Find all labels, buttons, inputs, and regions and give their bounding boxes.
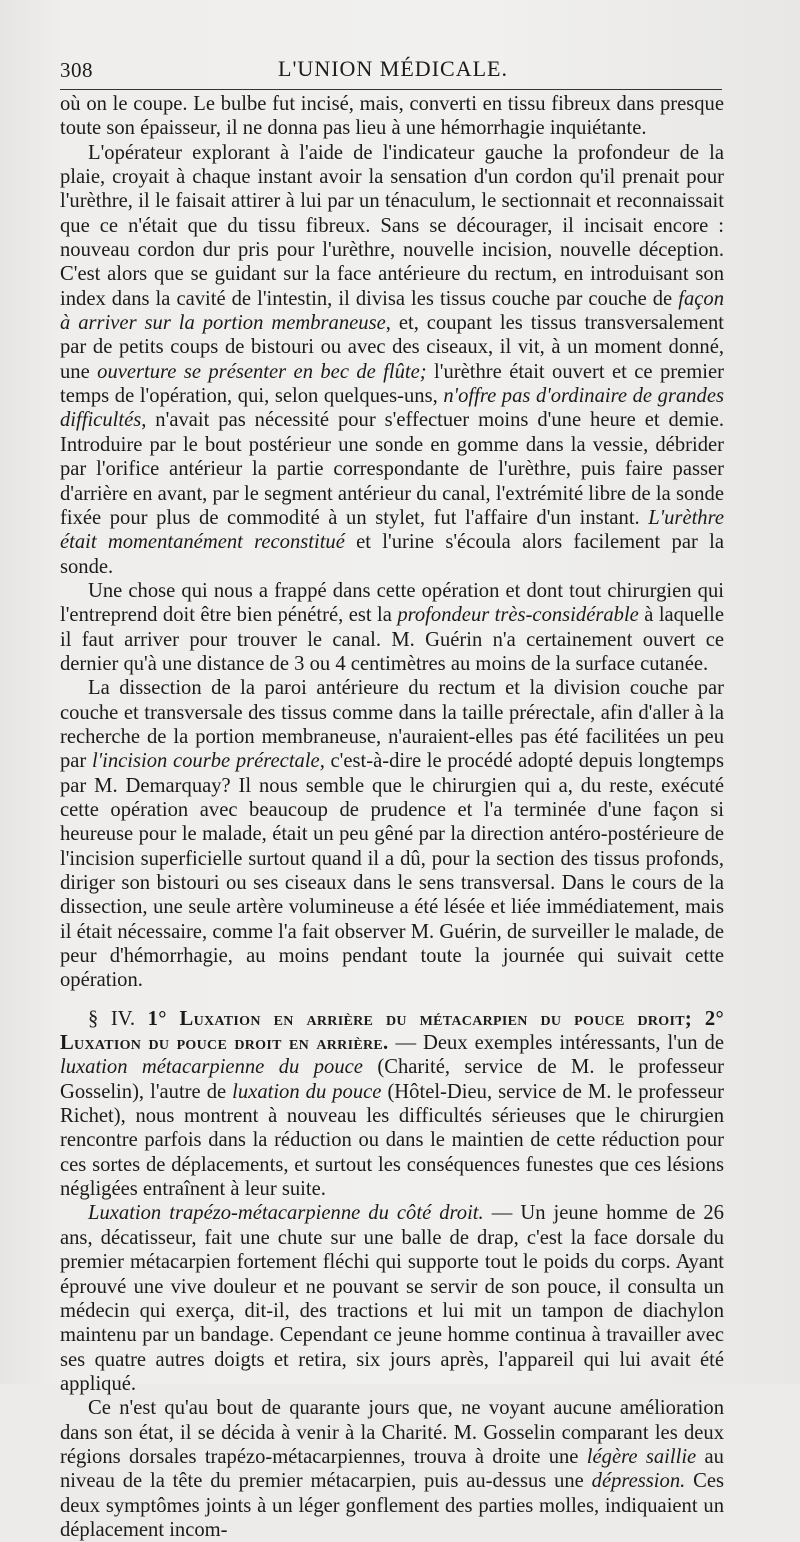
italic-phrase: Luxation trapézo-métacarpienne du côté droit. (88, 1202, 484, 1225)
header-rule (60, 89, 722, 90)
text-run: L'opérateur explorant à l'aide de l'indicateur gauche la profondeur de la plaie, croyait à chaque instant avoir la sensation d'un cordon qu'il prenait pour l'urèthre, il le faisait attirer à lui par un ténaculum, le sectionnait et reconnaissait que ce n'était que du tissu fibreux. Sans se décourager, il incisait encore : nouveau cordon dur pris pour l'urèthre, nouvelle incision, nouvelle déception. C'est alors que se guidant sur la face antérieure du rectum, en introduisant son index dans la cavité de l'intestin, il divisa les tissus couche par couche de (60, 141, 724, 310)
paragraph (60, 579, 724, 676)
text-run: , n'avait pas nécessité pour s'effectuer moins d'une heure et demie. Introduire par le bout postérieur une sonde en gomme dans la vessie, débrider par l'orifice antérieur la partie correspondante de l'urèthre, puis faire passer d'arrière en avant, par le segment antérieur du canal, l'extrémité libre de la sonde fixée pour plus de commodité à un stylet, fut l'affaire d'un instant. (60, 409, 724, 529)
italic-phrase: façon à arriver sur la portion membraneuse (60, 287, 724, 335)
text-run: à laquelle il faut arriver pour trouver le canal. M. Guérin n'a certainement ouvert ce dernier qu'à une distance de 3 ou 4 centimètres au moins de la surface cutanée. (60, 604, 724, 675)
text-run: et l'urine s'écoula alors facilement par la sonde. (60, 531, 724, 578)
italic-phrase: profondeur très-considérable (397, 604, 639, 627)
page-number: 308 (60, 58, 93, 82)
text-run: c'est-à-dire le procédé adopté depuis longtemps par M. Demarquay? Il nous semble que le chirurgien qui a, du reste, exécuté cette opération avec beaucoup de prudence et l'a terminée d'une façon si heureuse pour le malade, était un peu gêné par la direction antéro-postérieure de l'incision superficielle surtout quand il a dû, pour la section des tissus profonds, diriger son bistouri ou ses ciseaux dans le sens transversal. Dans le cours de la dissection, une seule artère volumineuse a été lésée et liée immédiatement, mais il était nécessaire, comme l'a fait observer M. Guérin, de surveiller le malade, de peur d'hémorrhagie, au moins pendant toute la journée qui suivait cette opération. (60, 750, 724, 992)
section-paragraph (60, 1007, 724, 1202)
text-run: § IV. (88, 1007, 148, 1030)
page-header (58, 52, 728, 86)
paragraph (60, 1396, 724, 1542)
italic-phrase: légère saillie (586, 1445, 697, 1468)
text-run: (Hôtel-Dieu, service de M. le professeur Richet), nous montrent à nouveau les difficultés sérieuses que le chirurgien rencontre parfois dans la réduction ou dans le maintien de cette réduction pour ces sortes de déplacements, et surtout les conséquences funestes que ces lésions négligées entraînent à leur suite. (60, 1080, 724, 1201)
text-run: Ces deux symptômes joints à un léger gonflement des parties molles, indiquaient un déplacement incom- (60, 1470, 724, 1541)
text-run: La dissection de la paroi antérieure du rectum et la division couche par couche et transversale des tissus comme dans la taille prérectale, afin d'aller à la recherche de la portion membraneuse, n'auraient-elles pas été facilitées un peu par (60, 677, 724, 773)
paragraph (60, 676, 724, 992)
text-run: , et, coupant les tissus transversalement par de petits coups de bistouri ou avec des ciseaux, il vit, à un moment donné, une (60, 312, 724, 383)
italic-phrase: luxation du pouce (232, 1080, 382, 1103)
article-body (60, 92, 724, 1542)
text-run: — Un jeune homme de 26 ans, décatisseur, fait une chute sur une balle de drap, c'est la face dorsale du premier métacarpien fortement fléchi qui supporte tout le poids du corps. Ayant éprouvé une vive douleur et ne pouvant se servir de son pouce, il consulta un médecin qui exerça, dit-il, des tractions et lui mit un tampon de diachylon maintenu par un bandage. Cependant ce jeune homme continua à travailler avec ses quatre autres doigts et retira, six jours après, l'appareil qui lui avait été appliqué. (60, 1202, 724, 1395)
italic-phrase: L'urèthre était momentanément reconstitué (60, 506, 724, 554)
text-run: l'urèthre était ouvert et ce premier temps de l'opération, qui, selon quelques-uns, (60, 360, 724, 408)
text-run: au niveau de la tête du premier métacarpien, puis au-dessus une (60, 1445, 724, 1493)
text-run: Une chose qui nous a frappé dans cette opération et dont tout chirurgien qui l'entreprend doit être bien pénétré, est la (60, 579, 724, 627)
text-run: Ce n'est qu'au bout de quarante jours que, ne voyant aucune amélioration dans son état, il se décida à venir à la Charité. M. Gosselin comparant les deux régions dorsales trapézo-métacarpiennes, trouva à droite une (60, 1397, 724, 1468)
text-run: où on le coupe. Le bulbe fut incisé, mais, converti en tissu fibreux dans presque toute son épaisseur, il ne donna pas lieu à une hémorrhagie inquiétante. (60, 93, 724, 140)
running-title: L'UNION MÉDICALE. (278, 56, 508, 81)
italic-phrase: luxation métacarpienne du pouce (60, 1056, 363, 1079)
section-heading: 1° Luxation en arrière du métacarpien du pouce droit; 2° Luxation du pouce droit en arrière. (60, 1007, 724, 1055)
italic-phrase: n'offre pas d'ordinaire de grandes difficultés (60, 385, 724, 432)
text-run: (Charité, service de M. le professeur Gosselin), l'autre de (60, 1056, 724, 1103)
paragraph (60, 141, 724, 579)
text-run: — Deux exemples intéressants, l'un de (388, 1032, 724, 1055)
italic-phrase: ouverture se présenter en bec de flûte; (97, 360, 427, 383)
paragraph (60, 92, 724, 141)
italic-phrase: l'incision courbe prérectale, (91, 750, 325, 773)
paragraph (60, 1201, 724, 1396)
italic-phrase: dépression. (591, 1470, 686, 1493)
